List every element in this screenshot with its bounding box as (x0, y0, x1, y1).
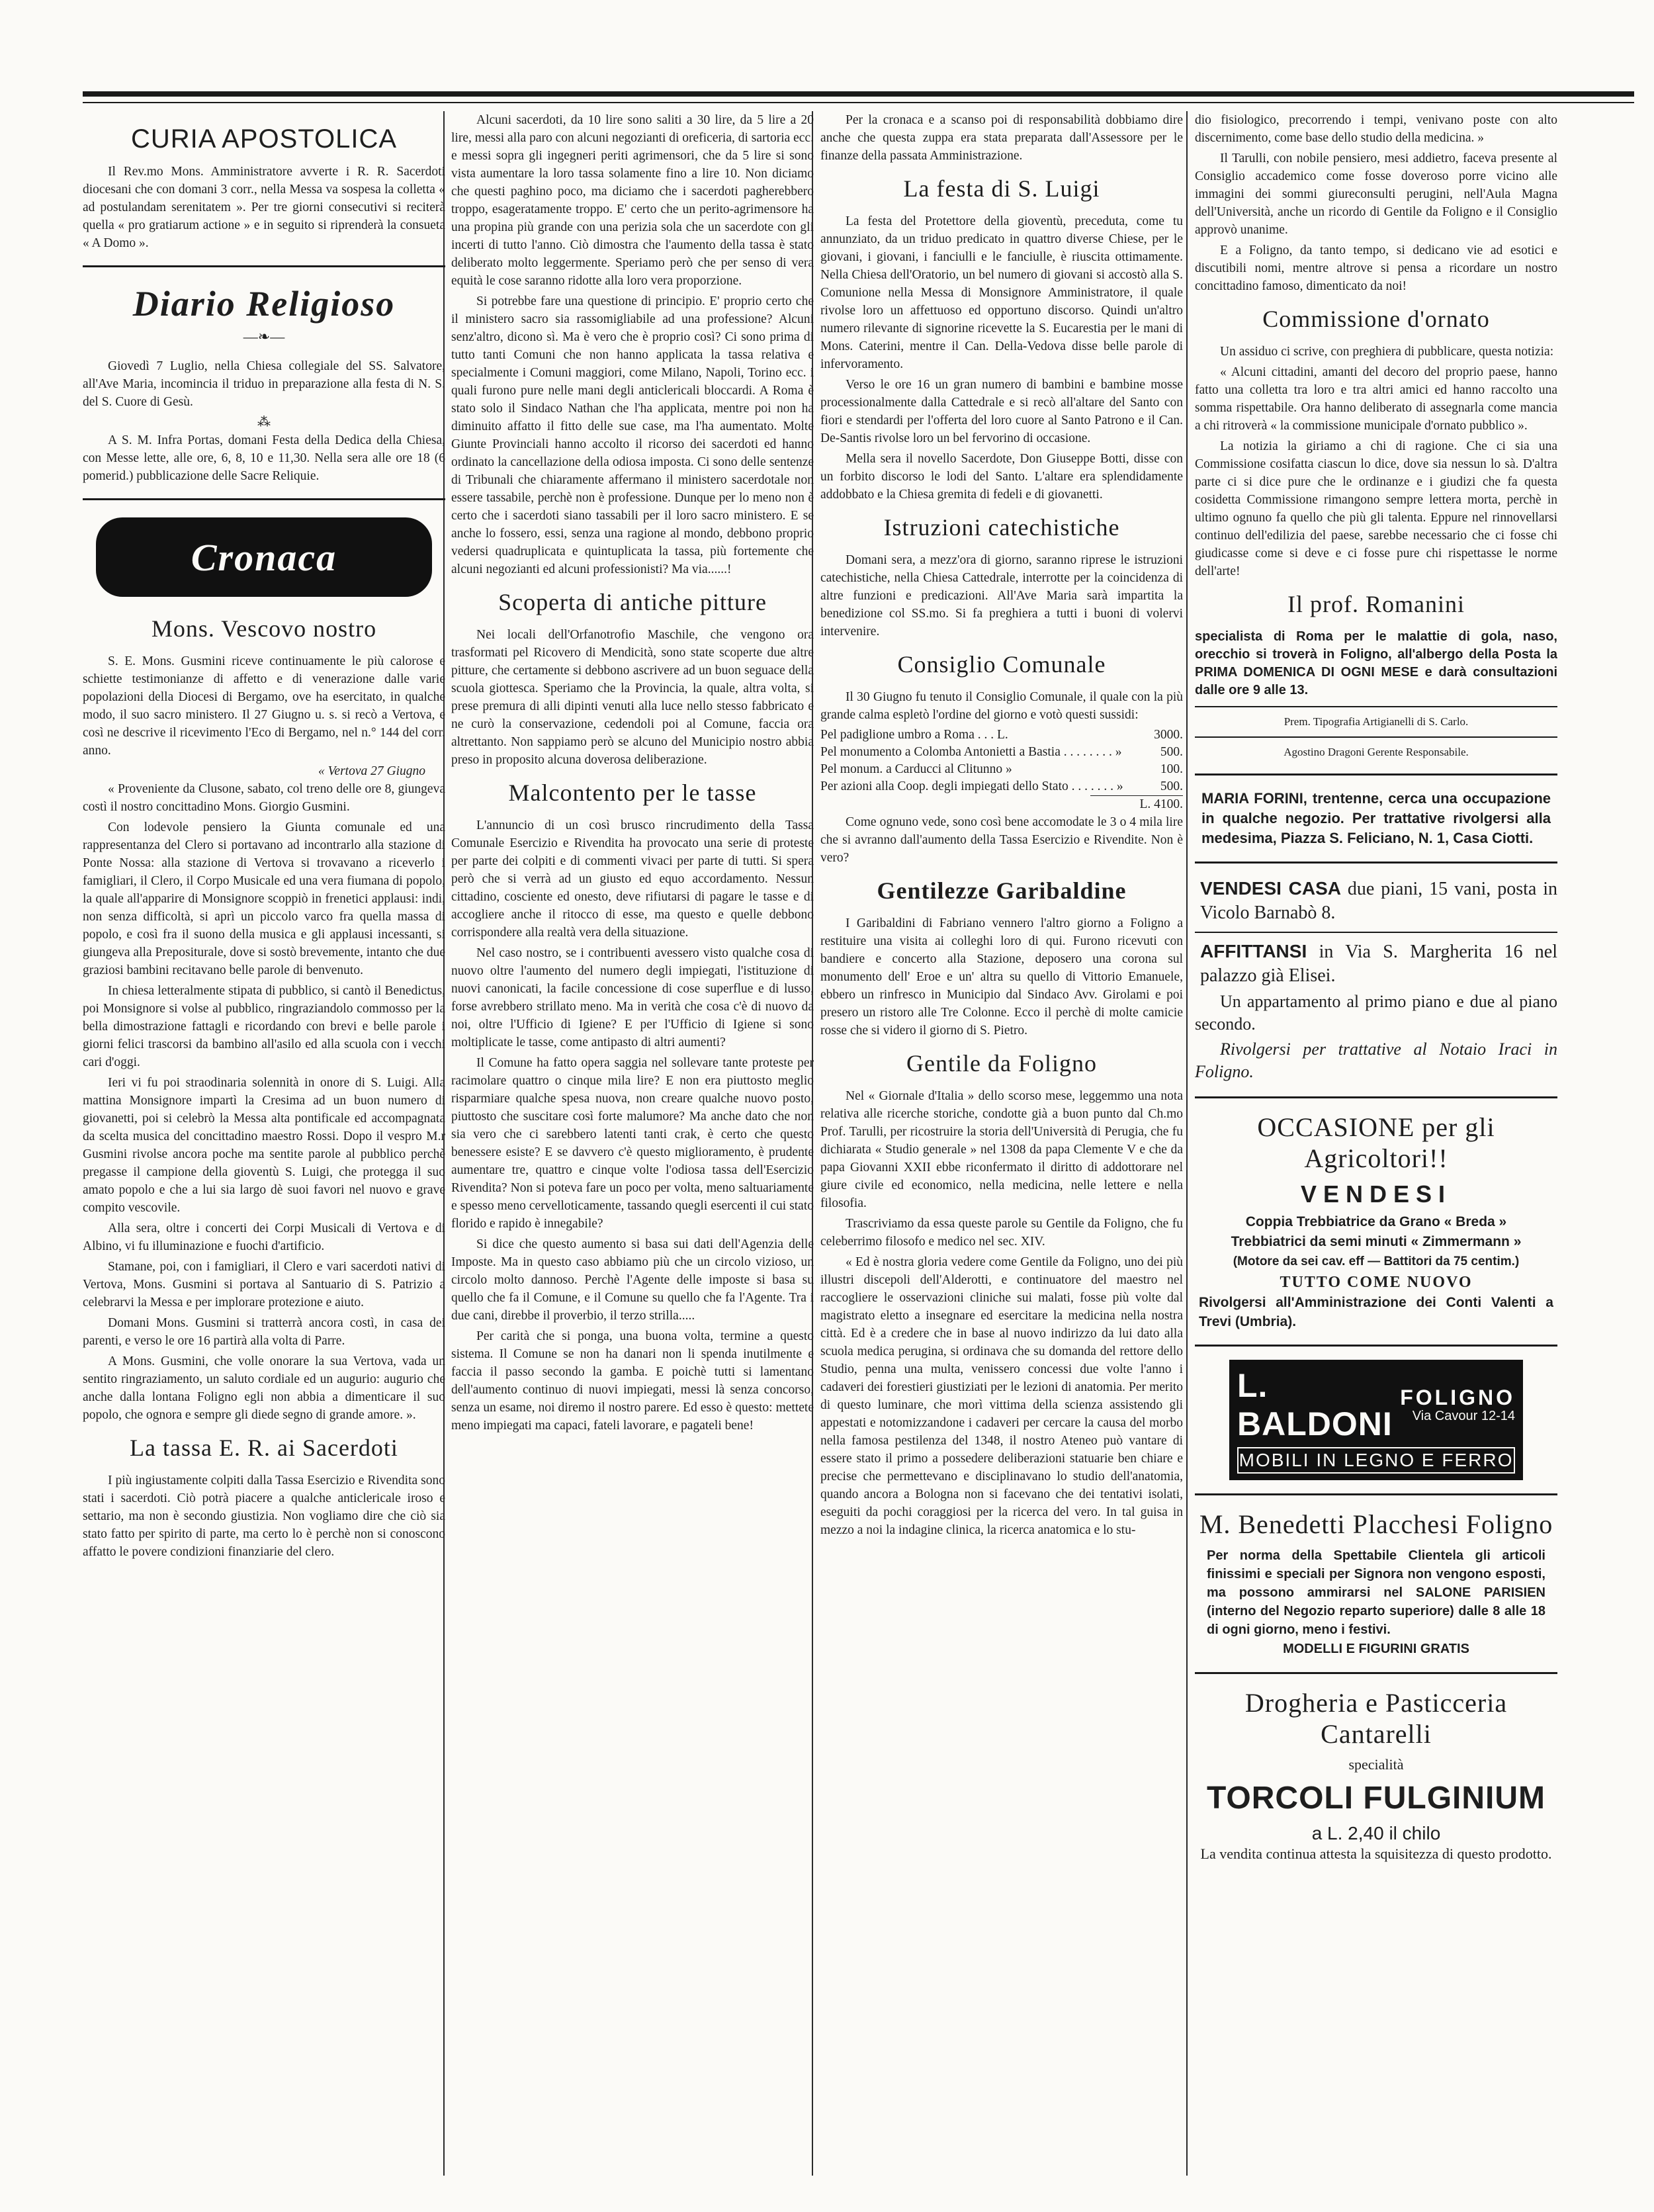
drogheria-specialita: specialità (1348, 1756, 1404, 1773)
baldoni-name: L. BALDONI (1237, 1367, 1393, 1442)
article-text: La notizia la giriamo a chi di ragione. Che ci sia una Commissione cosifatta ciascun lo dice, dove sia nessun lo sà. D'altra parte ci si dice pure che le ordinanze e i giudizi che fa questa cosidetta Commissione rimangono sempre lettera morta, perchè in ultimo ognuno fa quello che più gli talenta. Eppure nel rinnovellarsi continuo dell'edilizia del paese, sarebbe necessario che ci fosse chi giudicasse come si deve e ci fosse pure chi rispettasse le norme dell'arte! (1195, 439, 1557, 578)
article-text: Un assiduo ci scrive, con preghiera di pubblicare, questa notizia: (1220, 345, 1554, 359)
drogheria-product: TORCOLI FULGINIUM (1206, 1781, 1546, 1816)
article-text: Il 30 Giugno fu tenuto il Consiglio Comunale, il quale con la più grande calma espletò l'ordine del giorno e votò questi sussidi: (820, 690, 1183, 722)
column-1 (83, 111, 445, 2176)
forini-ad: MARIA FORINI, trentenne, cerca una occupazione in qualche negozio. Per trattative rivolgersi alla medesima, Piazza S. Feliciano, N. 1, Casa Ciotti. (1201, 790, 1551, 846)
cronaca-banner: Cronaca (96, 517, 432, 597)
table-row (820, 778, 1183, 795)
sluigi-title: La festa di S. Luigi (903, 175, 1100, 202)
affittansi-text: in Via S. Margherita 16 nel palazzo già Elisei. (1200, 942, 1557, 986)
article-text: Nel caso nostro, se i contribuenti avessero visto qualche cosa di nuovo oltre l'aumento del numero degli impiegati, l'istituzione di nuovi canonicati, la facile concessione di cose superflue e di lusso, forse avrebbero strillato meno. Ma in verità che cosa c'è di nuovo da noi, oltre l'Ufficio di Igiene? E per l'Ufficio di Igiene si sono moltiplicate le tasse, come antipasto di altri aumenti? (451, 946, 814, 1049)
vendesi-ad (1195, 877, 1557, 925)
article-text: L'annuncio di un così brusco rincrudimento della Tassa Comunale Esercizio e Rivendita ha provocato una serie di proteste per parte dei colpiti e di commenti vivaci per parte di tutti. Si spera però che si verrà ad un giusto ed equo accordamento. Nessun cittadino, cosciente ed onesto, deve rifiutarsi di pagare le tasse e di accogliere anche il ritocco di esse, ma questo e quelle debbono corrispondere alla realtà vera della situazione. (451, 818, 814, 940)
vendesi-head: VENDESI CASA (1200, 878, 1341, 899)
article-text: S. E. Mons. Gusmini riceve continuamente le più calorose e schiette testimonianze di affetto e di venerazione dalle varie popolazioni della Diocesi di Bergamo, ove ha esercitato, in qualche modo, il suo sacro ministero. Il 27 Giugno u. s. si recò a Vertova, e così ne descrive il ricevimento l'Eco di Bergamo, nel n.° 144 del corr. anno. (83, 654, 445, 758)
article-text: I più ingiustamente colpiti dalla Tassa Esercizio e Rivendita sono stati i sacerdoti. Ciò potrà piacere a qualche anticlericale iroso e settario, ma non è secondo giustizia. Non vogliamo dire che ciò sia stato fatto per spirito di parte, ma certo lo è perchè non si conoscono affatto le povere condizioni finanziarie del clero. (83, 1474, 445, 1559)
subsidy-amount: 3000. (1154, 728, 1183, 742)
subsidy-label: Pel monumento a Colomba Antonietti a Bastia . . . . . . . . » (820, 745, 1122, 759)
article-text: Trascriviamo da essa queste parole su Gentile da Foligno, che fu celeberrimo filosofo e medico nel sec. XIV. (820, 1217, 1183, 1249)
article-text: Alla sera, oltre i concerti dei Corpi Musicali di Vertova e di Albino, vi fu illuminazione e fuochi d'artificio. (83, 1221, 445, 1253)
divider (1195, 1672, 1557, 1674)
dateline: « Vertova 27 Giugno (318, 764, 425, 778)
divider (1195, 706, 1557, 707)
diario-text: Giovedì 7 Luglio, nella Chiesa collegiale del SS. Salvatore, all'Ave Maria, incomincia il triduo in preparazione alla festa di N. S. del S. Cuore di Gesù. (83, 359, 445, 409)
article-text: In chiesa letteralmente stipata di pubblico, si cantò il Benedictus, poi Monsignore si volse al pubblico, ringraziandolo commosso per la bella dimostrazione fattagli e ricordando con brevi e belle parole i giorni felici trascorsi da bambino all'asilo ed alla scuola con i vecchi cari d'oggi. (83, 984, 445, 1069)
article-text: Verso le ore 16 un gran numero di bambini e bambine mosse processionalmente dalla Cattedrale e si recò all'altare del Santo con fiori e stendardi per l'offerta del loro cuore al Santo Patrono e il Can. De-Santis rivolse loro un bel fervorino di occasione. (820, 378, 1183, 445)
article-text: Mella sera il novello Sacerdote, Don Giuseppe Botti, disse con un forbito discorso le lodi del Santo. L'altare era splendidamente addobbato e la Chiesa gremita di fedeli e di giovanetti. (820, 452, 1183, 502)
benedetti-text: Per norma della Spettabile Clientela gli articoli finissimi e speciali per Signora non vengono esposti, ma possono ammirarsi nel SALONE PARISIEN (interno del Negozio reparto superiore) dalle 8 alle 18 di ogni giorno, meno i festivi. (1207, 1548, 1545, 1637)
article-text: Alcuni sacerdoti, da 10 lire sono saliti a 30 lire, da 5 lire a 20 lire, messi alla paro con alcuni negozianti di oreficeria, di sartoria ecc. e messi sopra gli ingegneri periti agrimensori, che da 5 lire si sono vista aumentare la loro tassa solamente fino a lire 10. Non diciamo che questi paghino poco, ma diciamo che i sacerdoti pagherebbero troppo, esageratamente troppo. E' certo che un perito-agrimensore ha una propina più grande con una perizia sola che un sacerdote con gli incerti di tutto l'anno. Ciò dimostra che l'aumento della tassa è stato deliberato molto leggermente. Speriamo però che per senso di vera equità le cose saranno ridotte alla loro vera proporzione. (451, 113, 814, 288)
article-text: dio fisiologico, precorrendo i tempi, venivano poste con alto discernimento, come base dello studio della medicina. » (1195, 113, 1557, 145)
baldoni-address-block (1400, 1386, 1515, 1424)
column-2 (451, 111, 814, 2176)
affittansi-detail: Un appartamento al primo piano e due al piano secondo. (1195, 992, 1557, 1034)
article-text: Il Comune ha fatto opera saggia nel sollevare tante proteste per racimolare quattro o cinque mila lire? E non era piuttosto meglio risparmiare qualche spesa nuova, non creare qualche nuovo posto, piuttosto che suscitare così forte malumore? Ma anche dato che non sia vero che ci sarebbero latenti tanti crak, è certo che questo benessere esiste? E se davvero c'è questo miglioramento, è prudente aumentare tre, quattro e cinque volte l'odiosa tassa dell'Esercizio Rivendita? Non si poteva fare un poco per volta, meno saltuariamente e spesso meno cervelloticamente, tassando quegli esercenti il cui stato florido e rapido è innegabile? (451, 1056, 814, 1231)
ornato-title: Commissione d'ornato (1262, 306, 1490, 332)
curia-title: CURIA APOSTOLICA (130, 124, 398, 154)
divider (1195, 1493, 1557, 1495)
article-text: Domani sera, a mezz'ora di giorno, saranno riprese le istruzioni catechistiche, nella Chiesa Cattedrale, interrotte per la coincidenza di altre funzioni e predicazioni. All'Ave Maria sarà impartita la benedizione col SS.mo. Si fa preghiera a tutti i buoni di volervi intervenire. (820, 553, 1183, 639)
baldoni-logo (1229, 1360, 1523, 1480)
article-text: « Ed è nostra gloria vedere come Gentile da Foligno, uno dei più illustri discepoli dell'Alderotti, e continuatore del maestro nel raccogliere le osservazioni cliniche sui malati, fosse più volte dal magistrato eletto a insegnare ed esercitare la medicina nella nostra città. Ed è a credere che in base al nuovo indirizzo da lui dato alla scuola medica perugina, si ordinava che su domanda del rettore dello Studio, penna una multa, venissero concessi due volte l'anno i cadaveri dei forestieri giustiziati per le lezioni di anatomia. Per merito di questo luminare, che morì vittima della scienza assistendo gli appestati e notomizzandone i cadaveri per cercare la causa del morbo nella famosa pestilenza del 1348, il nostro Ateneo può vantare di essere stato il primo a possedere deliberazioni statuarie ben chiare e precise che permettevano e disciplinavano lo studio dell'anatomia, quando ancora a Bologna non si facevano che dei tentativi isolati, eseguiti da pochi coraggiosi per la ricerca del vero. In tal guisa in mezzo a noi la indagine clinica, la ricerca anatomica e lo stu- (820, 1255, 1183, 1537)
scoperta-title: Scoperta di antiche pitture (498, 589, 767, 615)
subsidy-label: Pel padiglione umbro a Roma . . . L. (820, 728, 1008, 742)
ornament: —❧— (243, 328, 285, 345)
diario-title: Diario Religioso (132, 284, 396, 324)
column-4 (1195, 111, 1557, 2176)
table-row (820, 761, 1183, 778)
malcontento-title: Malcontento per le tasse (508, 779, 757, 806)
occasione-vendesi: VENDESI (1300, 1180, 1452, 1208)
subsidy-amount: 500. (1160, 745, 1183, 759)
benedetti-title: M. Benedetti Placchesi Foligno (1199, 1509, 1553, 1539)
imprint-manager: Agostino Dragoni Gerente Responsabile. (1284, 746, 1469, 758)
istruzioni-title: Istruzioni catechistiche (883, 514, 1120, 541)
article-text: A Mons. Gusmini, che volle onorare la sua Vertova, vada un sentito ringraziamento, un saluto cordiale ed un augurio: augurio che anche dalla lontana Foligno egli non abbia a dimenticare il suo popolo, che ognora e sempre gli diede segno di grande amore. ». (83, 1354, 445, 1422)
article-text: Per la cronaca e a scanso poi di responsabilità dobbiamo dire anche che questa zuppa era stata preparata dall'Assessore per le finanze della passata Amministrazione. (820, 113, 1183, 163)
consiglio-title: Consiglio Comunale (897, 651, 1106, 678)
divider (1195, 862, 1557, 863)
divider (1195, 1345, 1557, 1347)
table-row (820, 744, 1183, 761)
affittansi-head: AFFITTANSI (1200, 941, 1307, 961)
occasione-line: TUTTO COME NUOVO (1280, 1274, 1473, 1291)
divider (1195, 736, 1557, 738)
article-text: Con lodevole pensiero la Giunta comunale ed una rappresentanza del Clero si portavano ad incontrarlo alla stazione di Ponte Nossa: alla stazione di Vertova si trovavano a riceverlo i famigliari, il Clero, il Corpo Musicale ed una vera fiumana di popolo, la quale all'apparire di Monsignore scoppiò in frenetici applausi: indi, non senza difficoltà, si aprì un piccolo varco fra quella massa di popolo, e così fra il suono della musica e gli applausi incessanti, si giungeva alla Prepositurale, dove si sostò brevemente, intanto che due graziosi bambini recitavano belle parole di benvenuto. (83, 820, 445, 977)
subsidy-label: Pel monum. a Carducci al Clitunno » (820, 762, 1012, 776)
garibaldine-title: Gentilezze Garibaldine (877, 877, 1127, 904)
curia-text: Il Rev.mo Mons. Amministratore avverte i R. R. Sacerdoti diocesani che con domani 3 corr., nella Messa va sospesa la colletta « ad postulandam serenitatem ». Per tre giorni consecutivi si reciterà quella « pro gratiarum actione » e in seguito si riprenderà la consueta « A Domo ». (83, 165, 445, 250)
article-text: « Proveniente da Clusone, sabato, col treno delle ore 8, giungeva costì il nostro concittadino Mons. Giorgio Gusmini. (83, 782, 445, 814)
top-rule-thin (83, 102, 1634, 103)
gentile-title: Gentile da Foligno (906, 1050, 1097, 1077)
article-text: Il Tarulli, con nobile pensiero, mesi addietro, faceva presente al Consiglio accademico come fosse doveroso porre vicino alle immagini dei sommi giureconsulti perugini, nell'Aula Magna dell'Università, anche un ricordo di Gentile da Foligno e il Consiglio approvò unanime. (1195, 152, 1557, 237)
column-separator (1186, 111, 1188, 2176)
baldoni-address: Via Cavour 12-14 (1412, 1408, 1515, 1423)
baldoni-tagline: MOBILI IN LEGNO E FERRO (1237, 1447, 1515, 1474)
article-text: I Garibaldini di Fabriano vennero l'altro giorno a Foligno a restituire una visita ai colleghi loro di qui. Furono ricevuti con bandiere e concerto alla Stazione, deposero una corona sul monumento dell' Eroe e un' altra su quello di Vittorio Emanuele, ebbero un rinfresco in Municipio dal Sindaco Avv. Girolami e poi presero un ristoro alle Tre Colonne. Ecco il perchè di molte camicie rosse che si videro il giorno di S. Pietro. (820, 916, 1183, 1038)
column-3 (820, 111, 1183, 2176)
affittansi-ad (1195, 940, 1557, 988)
tassa-title: La tassa E. R. ai Sacerdoti (130, 1435, 398, 1461)
occasione-line: Trebbiatrici da semi minuti « Zimmermann » (1231, 1234, 1522, 1249)
article-text: E a Foligno, da tanto tempo, si dedicano vie ad esotici e discutibili nomi, mentre altrove si pensa a ricordare un nostro concittadino famoso, dimenticato da noi! (1195, 243, 1557, 293)
article-text: Per carità che si ponga, una buona volta, termine a questo sistema. Il Comune se non ha danari non li spenda inutilmente e faccia il passo secondo la gamba. E poichè tutti si lamentano dell'aumento continuo di nuovi impiegati, messi là senza concorso, senza un esame, noi diremo il nostro parere. Ed esso è questo: mettete meno impiegati ma capaci, fateli lavorare, e pagateli bene! (451, 1329, 814, 1433)
vescovo-title: Mons. Vescovo nostro (151, 615, 377, 642)
article-text: « Alcuni cittadini, amanti del decoro del proprio paese, hanno fatto una colletta tra loro e tra altri amici ed hanno raccolto una somma rispettabile. Ora hanno deliberato di assegnarla come mancia a chi ritroverà « la commissione municipale d'ornato pubblico ». (1195, 365, 1557, 433)
vendesi-text: due piani, 15 vani, posta in Vicolo Barnabò 8. (1200, 879, 1557, 923)
top-rule (83, 91, 1634, 97)
subsidy-amount: 100. (1160, 762, 1183, 776)
benedetti-line: MODELLI E FIGURINI GRATIS (1283, 1642, 1469, 1656)
article-text: Come ognuno vede, sono così bene accomodate le 3 o 4 mila lire che si avranno dall'aumento della Tassa Esercizio e Rivendite. Non è vero? (820, 815, 1183, 865)
drogheria-text: La vendita continua attesta la squisitezza di questo prodotto. (1200, 1845, 1552, 1862)
occasione-title: OCCASIONE per gli Agricoltori!! (1257, 1112, 1495, 1173)
baldoni-logo-row (1237, 1366, 1515, 1443)
asterism: ⁂ (257, 415, 271, 429)
diario-text: A S. M. Infra Portas, domani Festa della Dedica della Chiesa, con Messe lette, alle ore, 6, 8, 10 e 11,30. Nella sera alle ore 18 (6 pomerid.) pubblicazione delle Sacre Reliquie. (83, 433, 445, 483)
drogheria-price: a L. 2,40 il chilo (1311, 1823, 1441, 1843)
subsidy-total: L. 4100. (1090, 795, 1183, 813)
romanini-title: Il prof. Romanini (1287, 591, 1465, 617)
occasione-contact: Rivolgersi all'Amministrazione dei Conti Valenti a Trevi (Umbria). (1199, 1295, 1553, 1329)
divider (83, 265, 445, 267)
divider (1195, 1096, 1557, 1098)
drogheria-title: Drogheria e Pasticceria Cantarelli (1244, 1688, 1508, 1749)
table-row (820, 727, 1183, 744)
divider (1195, 932, 1557, 933)
occasione-line: Coppia Trebbiatrice da Grano « Breda » (1245, 1214, 1507, 1229)
article-text: Stamane, poi, con i famigliari, il Clero e vari sacerdoti nativi di Vertova, Mons. Gusmini si portava al Santuario di S. Patrizio a celebrarvi la Messa e per implorare protezione e aiuto. (83, 1260, 445, 1309)
affittansi-contact: Rivolgersi per trattative al Notaio Iraci in Foligno. (1195, 1040, 1557, 1081)
article-text: Nei locali dell'Orfanotrofio Maschile, che vengono ora trasformati pel Ricovero di Mendicità, sono state scoperte due altre pitture, che certamente si debbono ascrivere ad un buon seguace della scuola giottesca. Speriamo che la Provincia, la quale, altra volta, si prese premura di alli dipinti venuti alla luce nello stesso fabbricato e ne curò la conservazione, cedendoli poi al Comune, faccia ora altrettanto. Non sappiamo però se alcuno del Municipio nostro abbia preso in proposito alcuna doverosa deliberazione. (451, 628, 814, 767)
subsidy-amount: 500. (1160, 779, 1183, 793)
occasione-line: (Motore da sei cav. eff — Battitori da 75 centim.) (1233, 1255, 1520, 1268)
imprint-printer: Prem. Tipografia Artigianelli di S. Carlo. (1284, 715, 1469, 728)
article-text: Nel « Giornale d'Italia » dello scorso mese, leggemmo una nota relativa alle ricerche storiche, condotte già a buon punto dal Ch.mo Prof. Tarulli, per ricostruire la storia dell'Università di Perugia, che fu dichiarata « Studio generale » nel 1308 da papa Clemente V e che da papa Giovanni XXII ebbe riconfermato il diritto di addottorare nel giure civile ed economico, nella medicina, nelle lettere e nella filosofia. (820, 1089, 1183, 1210)
romanini-text: specialista di Roma per le malattie di gola, naso, orecchio si troverà in Foligno, all'albergo della Posta la PRIMA DOMENICA DI OGNI MESE e darà consultazioni dalle ore 9 alle 13. (1195, 629, 1557, 697)
article-text: Si dice che questo aumento si basa sui dati dell'Agenzia delle Imposte. Ma in questo caso abbiamo più che un circolo vizioso, un circolo molto dannoso. Perchè l'Agente delle imposte si basa su quello che fa il Comune, e il Comune su quello che fa l'Agente. Tra i due cani, direbbe il proverbio, il terzo strilla..... (451, 1237, 814, 1323)
article-text: Ieri vi fu poi straodinaria solennità in onore di S. Luigi. Alla mattina Monsignore impartì la Cresima ad un buon numero di giovanetti, poi si celebrò la Messa alta pontificale ed accompagnata da scelta musica del concittadino maestro Rossi. Dopo il vespro M.r Gusmini rivolse ancora poche ma sentite parole al pubblico perchè pregasse il campione della gioventù S. Luigi, che protegga il suo amato popolo e che a lui sia largo dè suoi favori nel nuovo e grave compito vescovile. (83, 1076, 445, 1215)
divider (83, 498, 445, 500)
article-text: Domani Mons. Gusmini si tratterrà ancora costì, in casa dei parenti, e verso le ore 16 partirà alla volta di Parre. (83, 1316, 445, 1348)
divider (1195, 774, 1557, 775)
baldoni-city: FOLIGNO (1400, 1385, 1515, 1409)
subsidy-table (820, 727, 1183, 795)
article-text: La festa del Protettore della gioventù, preceduta, come tu annunziato, da un triduo predicato in quattro diverse Chiese, per le giovani, i giovani, i fanciulli e le fanciulle, è riuscita ottimamente. Nella Chiesa dell'Oratorio, un bel numero di giovani si accostò alla S. Comunione nella Messa di Monsignore Amministratore, il quale rivolse loro un affettuoso ed opportuno discorso. Quindi un'altro numero rilevante di signorine ricevette la S. Eucarestia per le mani di Mons. Caterini, mentre il Can. Della-Vedova disse belle parole di infervoramento. (820, 214, 1183, 371)
article-text: Si potrebbe fare una questione di principio. E' proprio certo che il ministero sacro sia rassomigliabile ad una professione? Alcuni senz'altro, dicono sì. Ma è vero che è proprio così? Ci sono prima di tutto tanti Comuni che non hanno applicata la tassa relativa e specialmente i Comuni maggiori, come Milano, Napoli, Torino ecc. i quali furono pure nelle mani degli anticlericali bloccardi. A Roma è stato solo il Sindaco Nathan che l'ha applicata, mentre poi non ha diminuito affatto il fitto delle sue case, ma l'ha aumentato. Molte Giunte Provinciali hanno accolto il ricorso dei sacerdoti ed hanno ordinato la cancellazione della odiosa imposta. Ci sono delle sentenze di Tribunali che chiaramente affermano il ministero sacerdotale non essere tassabile, perchè non è professione. Dunque per lo meno non è certo che i sacerdoti siano tassabili per il loro sacro ministero. E se anche lo fossero, essi, senza una ragione al mondo, debbono proprio vedersi quadruplicata e quintuplicata la tassa, più fortemente che alcuni negozianti ed alcuni professionisti? Ma via......! (451, 294, 814, 576)
subsidy-label: Per azioni alla Coop. degli impiegati dello Stato . . . . . . . » (820, 779, 1123, 793)
